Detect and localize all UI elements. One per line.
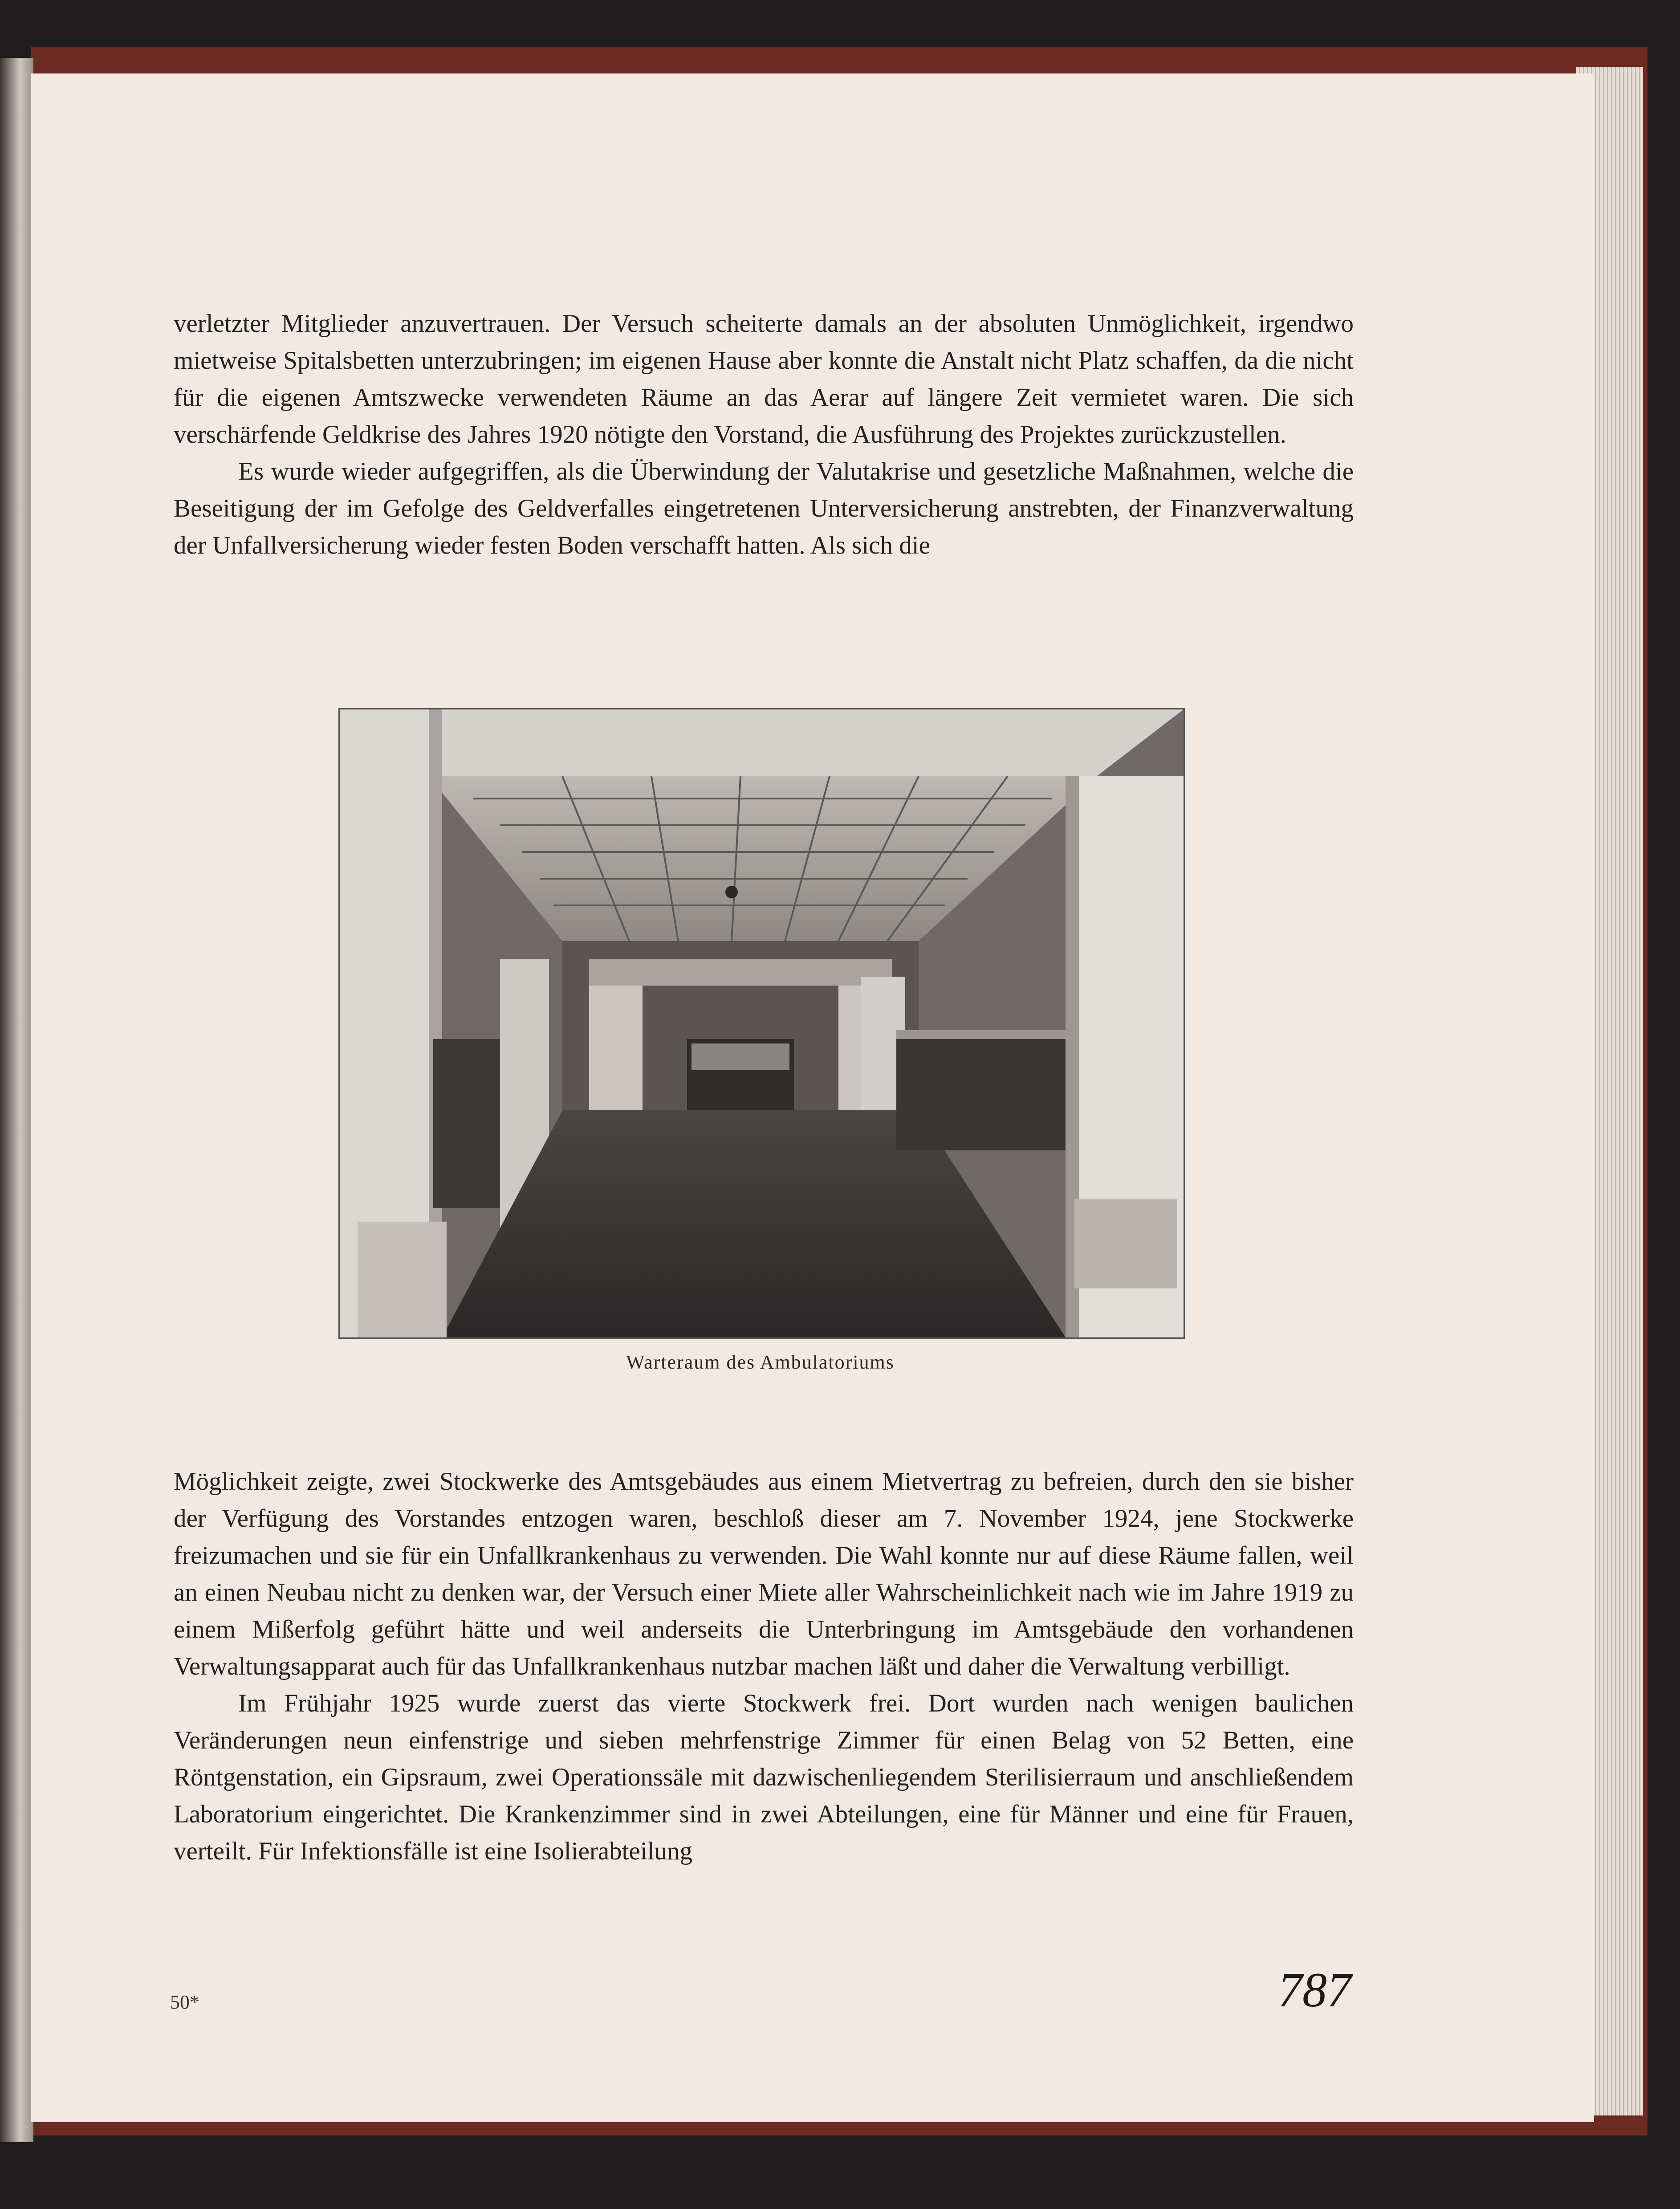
figure-caption: Warteraum des Ambulatoriums <box>626 1351 895 1373</box>
book-page <box>31 73 1594 2122</box>
signature-mark: 50* <box>170 1991 199 2013</box>
paragraph: Im Frühjahr 1925 wurde zuerst das vierte Stockwerk frei. Dort wurden nach wenigen baulichen Veränderungen neun einfenstrige und sieben mehrfenstrige Zimmer für einen Belag von 52 Betten, eine Röntgenstation, ein Gipsraum, zwei Operationssäle mit dazwischenliegendem Sterilisierraum und anschließendem Laboratorium eingerichtet. Die Krankenzimmer sind in zwei Abteilungen, eine für Männer und eine für Frauen, verteilt. Für Infektionsfälle ist eine Isolierabteilung <box>174 1689 1354 1865</box>
paragraph: verletzter Mitglieder anzuvertrauen. Der Versuch scheiterte damals an der absoluten Unmöglichkeit, irgendwo mietweise Spitalsbetten unterzubringen; im eigenen Hause aber konnte die Anstalt nicht Platz schaffen, da die nicht für die eigenen Amtszwecke verwendeten Räume an das Aerar auf längere Zeit vermietet waren. Die sich verschärfende Geldkrise des Jahres 1920 nötigte den Vorstand, die Ausführung des Projektes zurückzustellen. <box>174 310 1354 448</box>
photo-illustration <box>340 709 1184 1337</box>
paragraph: Es wurde wieder aufgegriffen, als die Überwindung der Valutakrise und gesetzliche Maßnahmen, welche die Beseitigung der im Gefolge des Geldverfalles eingetretenen Unterversicherung anstrebten, der Finanzverwaltung der Unfallversicherung wieder festen Boden verschafft hatten. Als sich die <box>174 457 1354 559</box>
paragraph: Möglichkeit zeigte, zwei Stockwerke des Amtsgebäudes aus einem Mietvertrag zu befreien, durch den sie bisher der Verfügung des Vorstandes entzogen waren, beschloß dieser am 7. November 1924, jene Stockwerke freizumachen und sie für ein Unfallkrankenhaus zu verwenden. Die Wahl konnte nur auf diese Räume fallen, weil an einen Neubau nicht zu denken war, der Versuch einer Miete aller Wahrscheinlichkeit nach wie im Jahre 1919 zu einem Mißerfolg geführt hätte und weil anderseits die Unterbringung im Amtsgebäude den vorhandenen Verwaltungsapparat auch für das Unfallkrankenhaus nutzbar machen läßt und daher die Verwaltung verbilligt. <box>174 1467 1354 1680</box>
facing-page-edge <box>0 58 33 2142</box>
waiting-room-photo <box>338 708 1185 1339</box>
text-block-bottom <box>174 1463 1354 1870</box>
text-block-top <box>174 305 1354 564</box>
page-number: 787 <box>1278 1963 1351 2017</box>
